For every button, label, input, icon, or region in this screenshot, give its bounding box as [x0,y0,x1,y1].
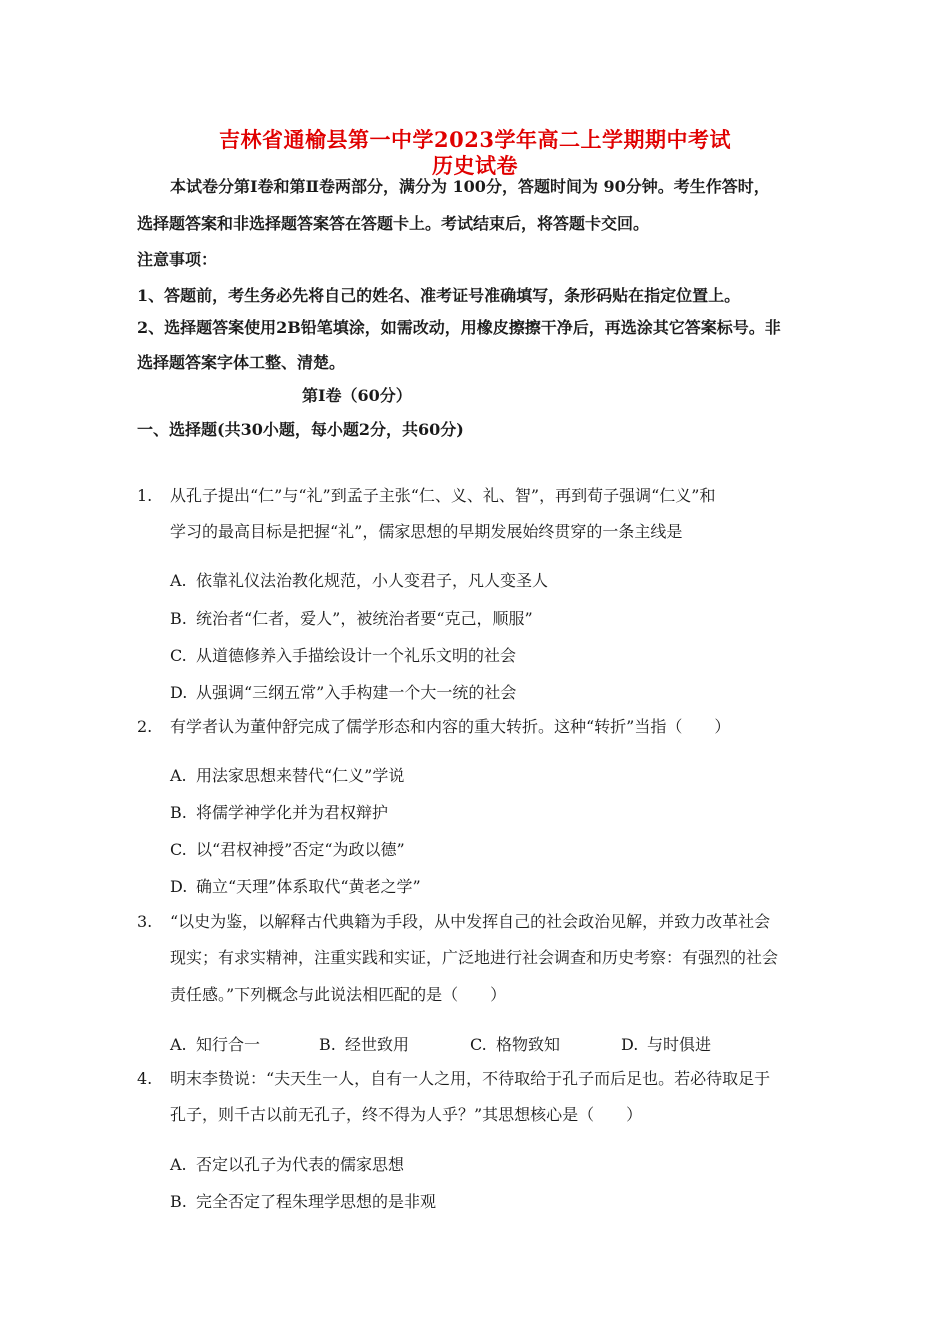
option-text: 依靠礼仪法治教化规范，小人变君子，凡人变圣人 [196,571,549,590]
notes-item-1: 1、答题前，考生务必先将自己的姓名、准考证号准确填写，条形码贴在指定位置上。 [137,286,741,305]
question-1-option-d [170,683,516,703]
option-text: 与时俱进 [647,1035,712,1054]
option-text: 以“君权神授”否定“为政以德” [196,840,405,859]
question-4-option-a [170,1155,404,1175]
exam-title: 吉林省通榆县第一中学2023学年高二上学期期中考试 [219,127,731,152]
question-1-option-a [170,571,548,591]
question-3-option-a [170,1035,260,1055]
option-letter: A. [170,571,187,590]
question-2-option-d [170,877,421,897]
option-text: 格物致知 [496,1035,561,1054]
option-text: 完全否定了程朱理学思想的是非观 [196,1192,437,1211]
question-4-option-b [170,1192,436,1212]
question-2-line-1: 有学者认为董仲舒完成了儒学形态和内容的重大转折。这种“转折”当指（ ） [170,717,731,736]
option-letter: C. [170,646,187,665]
question-1-option-c [170,646,516,666]
option-text: 从道德修养入手描绘设计一个礼乐文明的社会 [196,646,517,665]
option-letter: D. [170,683,188,702]
option-letter: C. [170,840,187,859]
option-letter: D. [621,1035,639,1054]
question-2-option-c [170,840,405,860]
option-letter: C. [470,1035,487,1054]
question-number: 4. [137,1069,153,1088]
option-text: 从强调“三纲五常”入手构建一个大一统的社会 [196,683,517,702]
question-2-option-b [170,803,388,823]
option-text: 否定以孔子为代表的儒家思想 [196,1155,405,1174]
option-text: 统治者“仁者，爱人”，被统治者要“克己，顺服” [196,609,533,628]
option-letter: A. [170,1155,187,1174]
question-number: 1. [137,486,153,505]
notes-heading: 注意事项： [137,250,218,269]
question-4-line-2: 孔子，则千古以前无孔子，终不得为人乎？”其思想核心是（ ） [170,1105,643,1124]
option-text: 知行合一 [196,1035,261,1054]
question-3-option-b [319,1035,409,1055]
question-3-line-1: “以史为鉴，以解释古代典籍为手段，从中发挥自己的社会政治见解，并致力改革社会 [170,912,771,931]
option-letter: D. [170,877,188,896]
question-3-line-2: 现实；有求实精神，注重实践和实证，广泛地进行社会调查和历史考察：有强烈的社会 [170,948,779,967]
intro-line-1: 本试卷分第Ⅰ卷和第Ⅱ卷两部分，满分为 100分，答题时间为 90分钟。考生作答时， [170,177,770,196]
question-2-option-a [170,766,404,786]
question-number: 3. [137,912,153,931]
option-letter: B. [319,1035,336,1054]
question-3-option-c [470,1035,560,1055]
question-4-line-1: 明末李贽说：“夫天生一人，自有一人之用，不待取给于孔子而后足也。若必待取足于 [170,1069,771,1088]
option-text: 用法家思想来替代“仁义”学说 [196,766,405,785]
notes-item-2-line-2: 选择题答案字体工整、清楚。 [137,353,346,372]
option-text: 经世致用 [345,1035,410,1054]
question-3-line-3: 责任感。”下列概念与此说法相匹配的是（ ） [170,985,507,1004]
question-number: 2. [137,717,153,736]
question-3-option-d [621,1035,711,1055]
question-1-line-1: 从孔子提出“仁”与“礼”到孟子主张“仁、义、礼、智”，再到荀子强调“仁义”和 [170,486,716,505]
option-letter: A. [170,1035,187,1054]
option-letter: B. [170,803,187,822]
option-letter: A. [170,766,187,785]
part-heading: 一、选择题(共30小题，每小题2分，共60分) [137,420,464,439]
question-1-option-b [170,609,533,629]
option-text: 将儒学神学化并为君权辩护 [196,803,389,822]
option-letter: B. [170,1192,187,1211]
intro-line-2: 选择题答案和非选择题答案答在答题卡上。考试结束后，将答题卡交回。 [137,214,650,233]
option-letter: B. [170,609,187,628]
notes-item-2-line-1: 2、选择题答案使用2B铅笔填涂，如需改动，用橡皮擦擦干净后，再选涂其它答案标号。非 [137,318,781,337]
option-text: 确立“天理”体系取代“黄老之学” [196,877,421,896]
volume-heading: 第Ⅰ卷（60分） [302,386,412,405]
exam-subject-title: 历史试卷 [432,153,518,178]
question-1-line-2: 学习的最高目标是把握“礼”，儒家思想的早期发展始终贯穿的一条主线是 [170,522,683,541]
